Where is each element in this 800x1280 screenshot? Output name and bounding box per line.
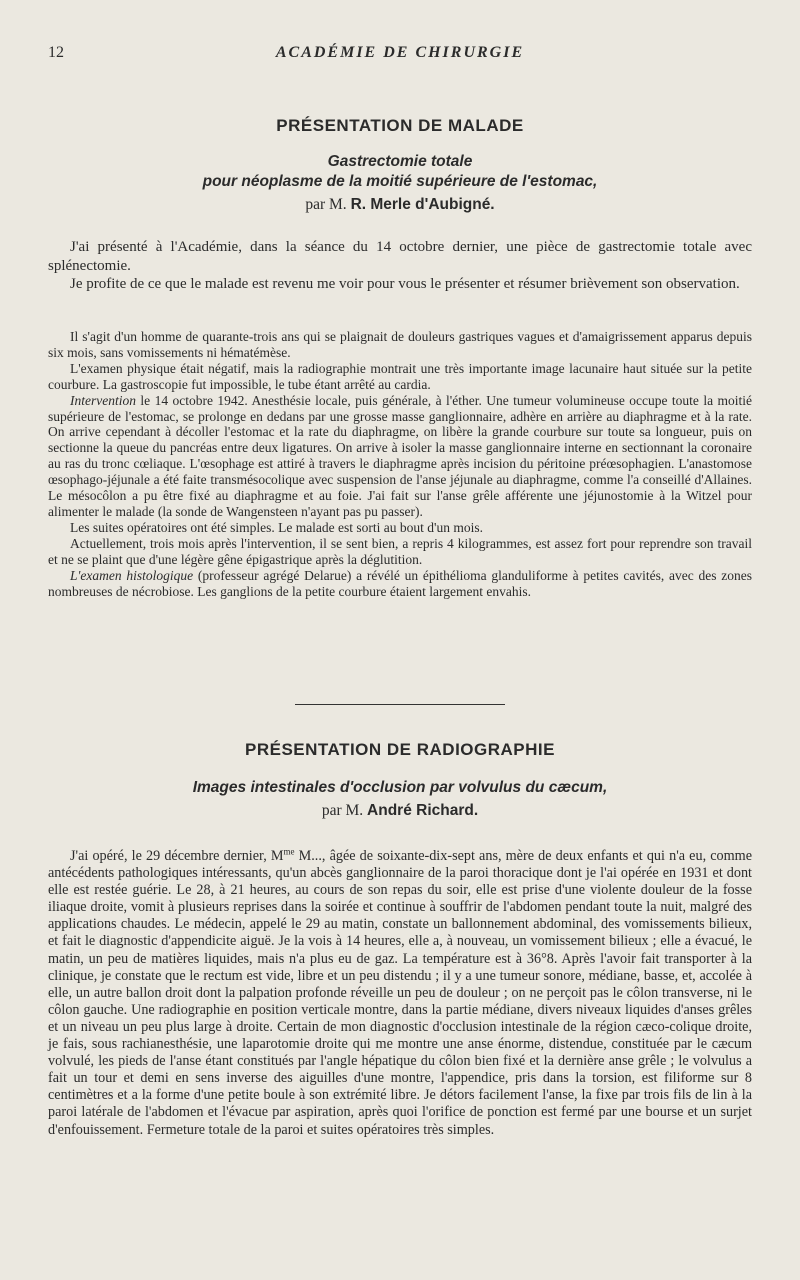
case-superscript: me: [283, 846, 295, 857]
case-text-start: J'ai opéré, le 29 décembre dernier, M: [70, 848, 284, 864]
section1-subtitle-line2: pour néoplasme de la moitié supérieure de l'estomac,: [202, 173, 598, 190]
section1-title: PRÉSENTATION DE MALADE: [276, 116, 524, 135]
case-text-rest: M..., âgée de soixante-dix-sept ans, mère de deux enfants et qui n'a eu, comme antécédents pathologiques intéressants, qu'un abcès ganglionnaire de la paroi thoracique dont je l'ai opérée en 1931 et dont elle est restée guérie. Le 28, à 21 heures, au cours de son repas du soir, elle est prise d'une violente douleur de la fosse iliaque droite, vomit à plusieurs reprises dans la soirée et continue à souffrir de l'abdomen pendant toute la nuit, malgré des applications chaudes. Le médecin, appelé le 29 au matin, constate un ballonnement abdominal, des vomissements bilieux, et fait le diagnostic d'appendicite aiguë. Je la vois à 14 heures, elle a, à nouveau, un vomissement bilieux ; elle a évacué, le matin, un peu de matières liquides, mais n'a plus eu de gaz. La température est à 36°8. Après l'avoir fait transporter à la clinique, je constate que le rectum est vide, libre et un peu distendu ; il y a une tumeur sonore, médiane, basse, et, accolée à elle, un autre ballon droit dont la palpation profonde réveille un peu de douleur ; on ne perçoit pas le côlon transverse, ni le côlon gauche. Une radiographie en position verticale montre, dans la partie médiane, divers niveaux liquides d'anses grêles et un niveau un peu plus large à droite. Certain de mon diagnostic d'occlusion intestinale de la région cæco-colique droite, je fais, sous rachianesthésie, une laparotomie droite qui me montre une anse énorme, distendue, constituée par le cæcum volvulé, les pieds de l'anse étant constitués par l'angle hépatique du côlon bien fixé et la dernière anse grêle ; le volvulus a fait un tour et demi en sens inverse des aiguilles d'une montre, l'appendice, pris dans la torsion, est filiforme sur 8 centimètres et a la forme d'une petite boule à son extrémité libre. Je détors facilement l'anse, la fixe par trois fils de lin à la paroi latérale de l'abdomen et l'évacue par aspiration, après quoi l'orifice de ponction est fermé par une bourse et un surjet d'enfouissement. Fermeture totale de la paroi et suites opératoires très simples.: [48, 848, 753, 1138]
section1-observation: [48, 329, 752, 599]
section1-byline: [48, 196, 752, 214]
page-number: 12: [48, 44, 64, 61]
histology-text: (professeur agrégé Delarue) a révélé un épithélioma glanduliforme à petites cavités, avec des zones nombreuses de nécrobiose. Les ganglions de la petite courbure étaient largement envahis.: [48, 567, 752, 599]
intervention-paragraph: [48, 393, 752, 520]
case-paragraph: [48, 848, 752, 1139]
section2-subtitle: Images intestinales d'occlusion par volvulus du cæcum,: [192, 779, 608, 796]
histology-label: L'examen histologique: [70, 567, 194, 583]
suites-paragraph: Actuellement, trois mois après l'intervention, il se sent bien, a repris 4 kilogrammes, est assez fort pour reprendre son travail et ne se plaint que d'une légère gêne épigastrique après la déglutition.: [48, 535, 752, 567]
intro-paragraph: Je profite de ce que le malade est revenu me voir pour vous le présenter et résumer brièvement son observation.: [70, 276, 740, 292]
byline-prefix: par M.: [305, 196, 347, 213]
observation-paragraph: Il s'agit d'un homme de quarante-trois ans qui se plaignait de douleurs gastriques vagues et d'amaigrissement apparus depuis six mois, sans vomissements ni hématémèse.: [48, 329, 752, 360]
section2-byline: [48, 802, 752, 820]
author-name: R. Merle d'Aubigné.: [350, 196, 495, 213]
intervention-label: Intervention: [70, 392, 136, 408]
section2-body: [48, 848, 752, 1139]
suites-paragraph: Les suites opératoires ont été simples. Le malade est sorti au bout d'un mois.: [70, 519, 483, 535]
section2-title: PRÉSENTATION DE RADIOGRAPHIE: [245, 740, 555, 759]
intro-paragraph: J'ai présenté à l'Académie, dans la séance du 14 octobre dernier, une pièce de gastrectomie totale avec splénectomie.: [48, 239, 752, 274]
section-divider: [295, 704, 505, 705]
histology-paragraph: [48, 568, 752, 600]
running-head: ACADÉMIE DE CHIRURGIE: [275, 44, 525, 61]
section1-heading: [48, 116, 752, 214]
section1-subtitle-line1: Gastrectomie totale: [327, 153, 473, 170]
section1-intro: [48, 238, 752, 294]
page-header: [48, 44, 752, 68]
section2-heading: [48, 740, 752, 820]
observation-paragraph: L'examen physique était négatif, mais la radiographie montrait une très importante image lacunaire haut située sur la petite courbure. La gastroscopie fut impossible, le tube étant arrêté au cardia.: [48, 360, 752, 392]
intervention-text: le 14 octobre 1942. Anesthésie locale, puis générale, à l'éther. Une tumeur volumineuse occupe toute la moitié supérieure de l'estomac, se prolonge en dedans par une grosse masse ganglionnaire, adhère en arrière au diaphragme et à la rate. On arrive cependant à décoller l'estomac et la rate du diaphragme, on libère la grande courbure sur toute sa longueur, puis on sectionne la queue du pancréas entre deux ligatures. On arrive à isoler la masse ganglionnaire interne en sectionnant la coronaire au ras du tronc cœliaque. L'œsophage est attiré à travers le diaphragme après incision du péritoine préœsophagien. L'anastomose œsophago-jéjunale a été faite transmésocolique avec suspension de l'anse jéjunale au diaphragme, comme l'a conseillé d'Allaines. Le mésocôlon a pu être fixé au diaphragme et au foie. J'ai fait sur l'anse grêle afférente une jéjunostomie à la Witzel pour alimenter le malade (la sonde de Wangensteen n'ayant pas pu passer).: [48, 392, 752, 519]
author-name: André Richard.: [367, 802, 479, 819]
byline-prefix: par M.: [321, 802, 364, 819]
